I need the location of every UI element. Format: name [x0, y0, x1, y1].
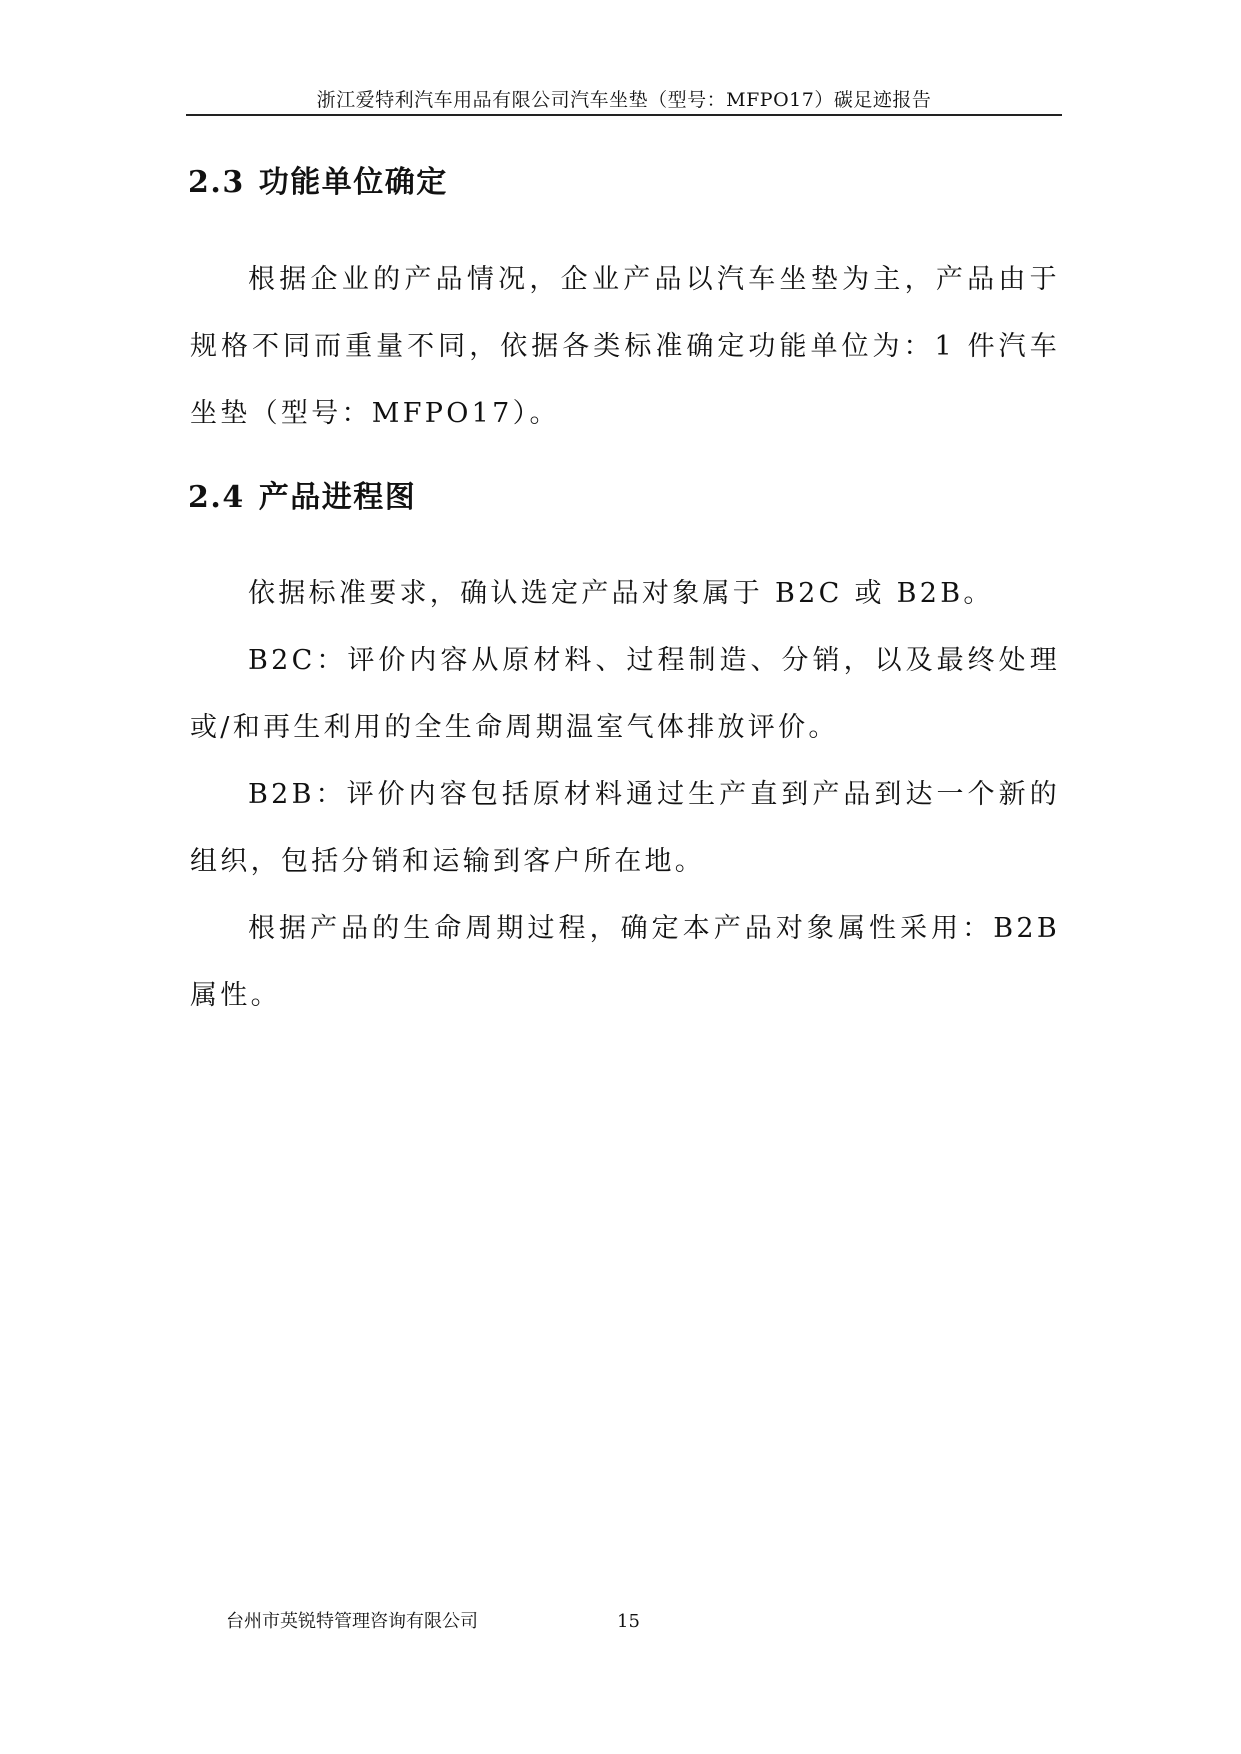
section-number: 2.3 — [188, 165, 245, 200]
paragraph: 根据企业的产品情况，企业产品以汽车坐垫为主，产品由于规格不同而重量不同，依据各类标准确定功能单位为：1 件汽车坐垫（型号：MFPO17）。 — [190, 264, 1060, 429]
paragraph: 依据标准要求，确认选定产品对象属于 B2C 或 B2B。 — [248, 578, 994, 609]
page-header-title: 浙江爱特利汽车用品有限公司汽车坐垫（型号：MFPO17）碳足迹报告 — [316, 89, 932, 111]
section-body-2-4 — [190, 560, 1060, 1029]
paragraph: 根据产品的生命周期过程，确定本产品对象属性采用：B2B 属性。 — [190, 913, 1060, 1011]
paragraph: B2C：评价内容从原材料、过程制造、分销，以及最终处理或/和再生利用的全生命周期温室气体排放评价。 — [190, 645, 1060, 743]
section-heading-2-4 — [188, 478, 416, 518]
header-divider — [186, 114, 1062, 116]
section-number: 2.4 — [188, 480, 245, 515]
section-body-2-3 — [190, 246, 1060, 447]
footer-company-name: 台州市英锐特管理咨询有限公司 — [226, 1611, 478, 1632]
footer-page-number: 15 — [617, 1611, 640, 1632]
paragraph: B2B：评价内容包括原材料通过生产直到产品到达一个新的组织，包括分销和运输到客户所在地。 — [190, 779, 1060, 877]
section-title: 功能单位确定 — [258, 165, 448, 200]
section-title: 产品进程图 — [258, 480, 417, 515]
section-heading-2-3 — [188, 163, 448, 203]
